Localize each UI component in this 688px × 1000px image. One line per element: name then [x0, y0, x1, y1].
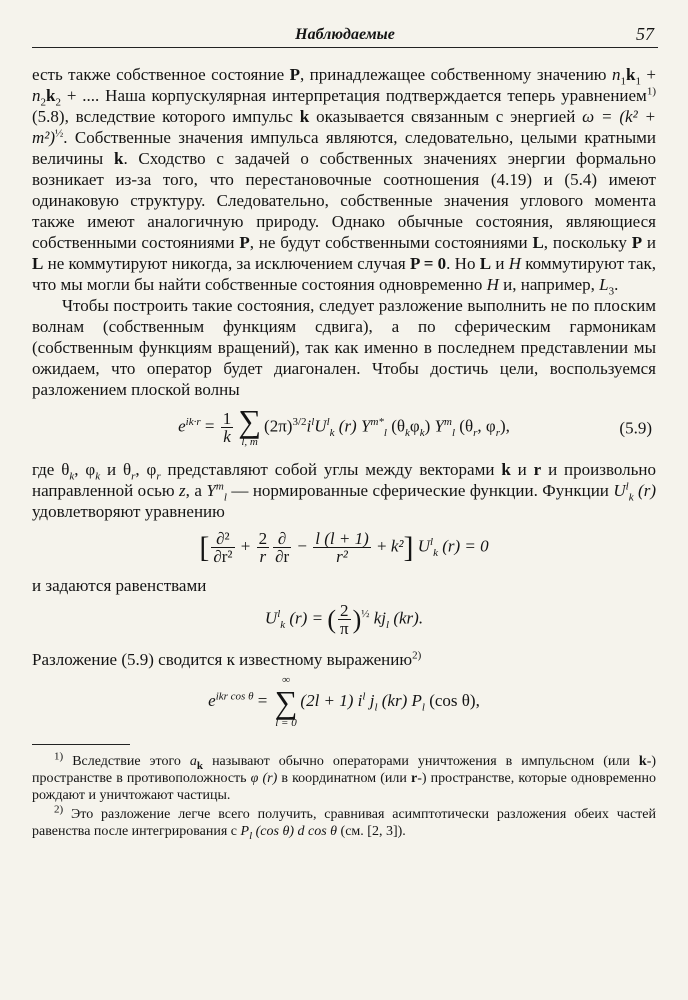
subscript: r: [156, 470, 161, 483]
symbol: Y: [360, 416, 371, 436]
symbol: Y: [206, 481, 216, 500]
text: . Собственные значения импульса являются, следовательно, целыми кратными величины: [32, 128, 656, 168]
text: есть также собственное состояние: [32, 65, 290, 84]
footnote-mark: 2): [54, 803, 64, 816]
symbol: U: [613, 481, 626, 500]
footnote-1: [32, 750, 657, 804]
subscript: 1: [635, 75, 641, 88]
footnote-rule: [32, 744, 130, 745]
subscript: l: [451, 426, 456, 439]
denominator: ∂r²: [213, 547, 233, 566]
text: Разложение (5.9) сводится к известному выражению: [32, 650, 413, 669]
operator: +: [372, 536, 391, 556]
superscript: m*: [370, 415, 384, 428]
superscript: l: [430, 535, 434, 548]
bracket: ): [352, 605, 362, 634]
text: -) пространстве в противоположность: [32, 754, 657, 786]
text: — нормированные сферические функции. Функции: [226, 481, 614, 500]
formula: ω = (k² + m²): [32, 107, 656, 147]
text: и, например,: [498, 275, 600, 294]
text: и: [510, 460, 534, 479]
equation-radial: [32, 530, 656, 565]
subscript: 2: [55, 96, 61, 109]
text: . Но: [446, 254, 480, 273]
term: φ: [409, 416, 420, 436]
symbol: k: [625, 65, 636, 84]
symbol: φ: [146, 460, 157, 479]
denominator: r: [259, 547, 267, 566]
subscript: r: [495, 426, 500, 439]
term: k²: [390, 536, 404, 556]
subscript: k: [628, 491, 634, 504]
text: , не будут собственными состояниями: [249, 233, 533, 252]
fraction: [211, 530, 234, 565]
text: (см. [2, 3]).: [337, 824, 406, 839]
subscript: k: [329, 426, 335, 439]
numerator: l (l + 1): [315, 529, 369, 548]
formula: P = 0: [410, 254, 447, 273]
subscript: l: [421, 701, 425, 714]
text: Это разложение легче всего получить, сравнивая асимптотически разложения обеих частей равенства после интегрирования с: [32, 807, 656, 839]
operator: −: [293, 536, 312, 556]
equation-number: (5.9): [619, 418, 652, 437]
text: где: [32, 460, 62, 479]
subscript: l: [223, 491, 227, 504]
text: , поскольку: [543, 233, 632, 252]
paragraph-1: [32, 64, 656, 298]
text: . Сходство с задачей о собственных значениях энергии формально возникает из-за того, что перестановочные соотношения (4.19) и (5.4) имеют одинаковую структуру. Следовательно, собственные значения углового момента также имеют аналогичную природу. Однако обычные состояния, являющиеся собственными состояниями: [32, 149, 656, 252]
text: и произвольно направленной осью: [32, 460, 656, 500]
symbol: e: [208, 690, 216, 710]
text: .: [614, 275, 619, 294]
symbol: j: [365, 690, 375, 710]
text: + .... Наша корпускулярная интерпретация подтверждается теперь уравнением: [60, 86, 647, 105]
symbol: k: [299, 107, 310, 126]
subscript: k: [433, 546, 438, 559]
symbol: θ: [122, 460, 132, 479]
term: (2π): [264, 416, 293, 436]
numerator: ∂: [273, 530, 291, 548]
superscript: l: [625, 480, 629, 493]
term: (r): [334, 416, 361, 436]
sum-operator: [238, 403, 262, 449]
text: -) пространстве, которые одновременно рождают и уничтожают частицы.: [32, 771, 656, 803]
symbol: e: [178, 416, 186, 436]
text: и задаются равенствами: [32, 576, 207, 595]
symbol: Y: [434, 416, 445, 436]
sum-limit: l, m: [241, 436, 258, 448]
text: коммутируют так, что мы могли бы найти собственные состояния одновременно: [32, 254, 656, 294]
symbol: θ: [61, 460, 70, 479]
term: (θ: [455, 416, 474, 436]
subscript: k: [196, 759, 204, 772]
header-title: Наблюдаемые: [295, 26, 395, 43]
footnotes: [32, 750, 657, 842]
term: , φ: [477, 416, 496, 436]
running-header: [32, 22, 658, 48]
subscript: r: [131, 470, 136, 483]
numerator: 1: [222, 409, 232, 428]
numerator: 2: [338, 602, 351, 620]
symbol: H: [508, 254, 521, 273]
text: Чтобы построить такие состояния, следует разложение выполнить не по плоским волнам (собственным функциям сдвига), а по сферическим гармоникам (собственным функциям вращений), так как именно в последнем представлении мы ожидаем, что оператор будет диагонален. Чтобы достичь цели, воспользуемся разложением плоской волны: [32, 296, 656, 399]
equation-expansion: [32, 674, 656, 730]
term: (cos θ),: [424, 690, 480, 710]
sum-upper-limit: ∞: [282, 674, 290, 686]
subscript: 3: [608, 285, 615, 298]
numerator: 2: [258, 529, 268, 548]
paragraph-2: [32, 295, 656, 400]
symbol: k: [638, 754, 647, 769]
symbol: k: [46, 86, 56, 105]
page-number: 57: [636, 24, 654, 44]
header-rule: [32, 47, 658, 48]
text: и: [491, 254, 509, 273]
sum-operator: [275, 674, 298, 730]
subscript: k: [419, 426, 425, 439]
paragraph-5: [32, 649, 656, 670]
superscript: ik·r: [185, 415, 201, 428]
operator: =: [253, 690, 272, 710]
symbol: L: [599, 275, 609, 294]
subscript: l: [374, 701, 378, 714]
subscript: l: [383, 426, 387, 439]
term: (r) =: [285, 608, 328, 628]
text: удовлетворяют уравнению: [32, 502, 225, 521]
symbol: n: [611, 65, 621, 84]
subscript: 2: [40, 96, 46, 109]
superscript: ½: [361, 607, 370, 620]
symbol: φ: [85, 460, 96, 479]
term: kj: [369, 608, 387, 628]
text: и: [100, 460, 123, 479]
paragraph-3: [32, 459, 656, 522]
superscript: 3/2: [292, 415, 307, 428]
text: , а: [185, 481, 207, 500]
symbol: L: [32, 254, 44, 273]
symbol: L: [532, 233, 544, 252]
symbol: P: [631, 233, 643, 252]
sum-symbol: ∑: [238, 403, 262, 439]
symbol: r: [410, 771, 418, 786]
symbol: P: [240, 824, 250, 839]
text: Вследствие этого: [63, 754, 190, 769]
paragraph-4: [32, 575, 656, 596]
denominator: π: [339, 619, 349, 638]
term: (r): [633, 481, 656, 500]
subscript: l: [249, 829, 253, 842]
symbol: U: [264, 608, 278, 628]
term: (kr).: [389, 608, 424, 628]
sum-symbol: ∑: [274, 684, 298, 720]
symbol: L: [479, 254, 492, 273]
subscript: k: [95, 470, 101, 483]
operator: =: [200, 416, 219, 436]
text: не коммутируют никогда, за исключением случая: [43, 254, 411, 273]
subscript: k: [280, 618, 286, 631]
denominator: r²: [336, 547, 348, 566]
operator: +: [640, 65, 656, 84]
symbol: i: [306, 416, 312, 436]
term: (kr) P: [377, 690, 422, 710]
fraction: [338, 602, 351, 637]
superscript: ikr cos θ: [215, 690, 254, 703]
symbol: r: [533, 460, 542, 479]
term: (r) = 0: [437, 536, 489, 556]
term: ),: [499, 416, 510, 436]
subscript: k: [405, 426, 410, 439]
equation-U: [32, 602, 656, 637]
denominator: k: [223, 427, 231, 446]
symbol: P: [289, 65, 300, 84]
symbol: a: [189, 754, 197, 769]
fraction: [313, 530, 371, 565]
denominator: ∂r: [275, 547, 290, 566]
symbol: U: [314, 416, 327, 436]
term: (θ: [386, 416, 406, 436]
superscript: m: [215, 480, 224, 493]
text: и: [642, 233, 656, 252]
symbol: H: [486, 275, 499, 294]
superscript: m: [444, 415, 452, 428]
numerator: ∂²: [211, 530, 234, 548]
operator: +: [236, 536, 255, 556]
text: представляют собой углы между векторами: [160, 460, 502, 479]
formula: (cos θ) d cos θ: [252, 824, 338, 839]
subscript: k: [69, 470, 75, 483]
sum-lower-limit: l = 0: [275, 717, 297, 729]
text: оказывается связанным с энергией: [309, 107, 583, 126]
superscript: l: [326, 415, 330, 428]
footnote-ref: 2): [412, 649, 422, 662]
superscript: l: [362, 690, 366, 703]
subscript: 1: [620, 75, 626, 88]
fraction: [257, 530, 270, 565]
symbol: n: [32, 86, 41, 105]
superscript: l: [311, 415, 315, 428]
subscript: l: [386, 618, 390, 631]
bracket: (: [327, 605, 336, 634]
text: ,: [135, 460, 147, 479]
symbol: k: [501, 460, 511, 479]
footnote-mark: 1): [54, 750, 64, 763]
text: в координатном (или: [277, 771, 411, 786]
subscript: r: [473, 426, 478, 439]
text: (5.8), вследствие которого импульс: [32, 107, 300, 126]
symbol: z: [179, 481, 186, 500]
term: ): [424, 416, 435, 436]
bracket: [: [199, 531, 210, 564]
superscript: ½: [55, 127, 64, 140]
formula: φ (r): [250, 771, 278, 786]
superscript: l: [277, 607, 281, 620]
text: , принадлежащее собственному значению: [299, 65, 612, 84]
page-body: [32, 64, 656, 840]
symbol: k: [113, 149, 124, 168]
fraction: [221, 410, 234, 445]
symbol: P: [239, 233, 250, 252]
footnote-2: [32, 803, 656, 842]
fraction: [273, 530, 291, 565]
footnote-ref: 1): [646, 85, 656, 98]
symbol: U: [417, 536, 431, 556]
term: (2l + 1) i: [300, 690, 363, 710]
bracket: ]: [403, 531, 414, 564]
text: ,: [74, 460, 86, 479]
equation-5-9: [32, 403, 656, 449]
text: называют обычно операторами уничтожения в импульсном (или: [203, 754, 639, 769]
